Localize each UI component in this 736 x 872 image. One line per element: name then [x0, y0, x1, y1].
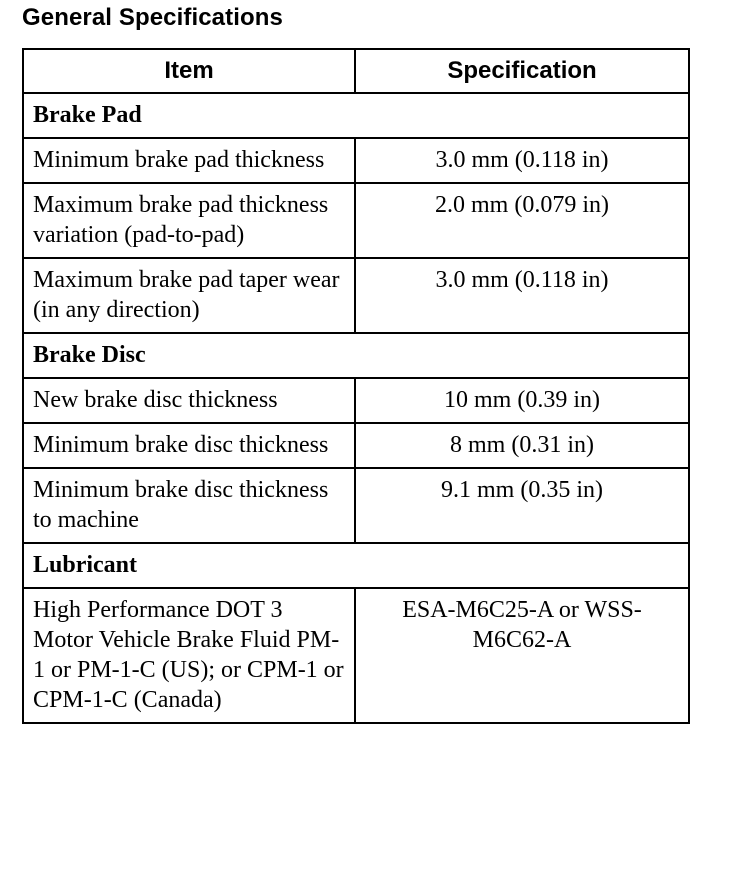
table-row: [23, 183, 689, 258]
item-cell: Minimum brake disc thickness: [23, 423, 355, 468]
section-row-lubricant: [23, 543, 689, 588]
column-header-item: Item: [23, 49, 355, 93]
section-heading: Brake Pad: [23, 93, 689, 138]
specification-cell: 2.0 mm (0.079 in): [355, 183, 689, 258]
specification-cell: 9.1 mm (0.35 in): [355, 468, 689, 543]
section-heading: Brake Disc: [23, 333, 689, 378]
specification-cell: 8 mm (0.31 in): [355, 423, 689, 468]
specifications-table: [22, 48, 690, 724]
table-row: [23, 468, 689, 543]
section-heading: Lubricant: [23, 543, 689, 588]
table-row: [23, 423, 689, 468]
item-cell: High Performance DOT 3 Motor Vehicle Brake Fluid PM-1 or PM-1-C (US); or CPM-1 or CPM-1-C (Canada): [23, 588, 355, 723]
specification-cell: 3.0 mm (0.118 in): [355, 138, 689, 183]
section-row-brake-pad: [23, 93, 689, 138]
column-header-specification: Specification: [355, 49, 689, 93]
table-header-row: [23, 49, 689, 93]
specification-cell: 3.0 mm (0.118 in): [355, 258, 689, 333]
table-row: [23, 378, 689, 423]
item-cell: Maximum brake pad thickness variation (pad-to-pad): [23, 183, 355, 258]
section-row-brake-disc: [23, 333, 689, 378]
specification-cell: 10 mm (0.39 in): [355, 378, 689, 423]
item-cell: New brake disc thickness: [23, 378, 355, 423]
specification-cell: ESA-M6C25-A or WSS-M6C62-A: [355, 588, 689, 723]
item-cell: Maximum brake pad taper wear (in any direction): [23, 258, 355, 333]
table-row: [23, 588, 689, 723]
item-cell: Minimum brake pad thickness: [23, 138, 355, 183]
item-cell: Minimum brake disc thickness to machine: [23, 468, 355, 543]
table-row: [23, 258, 689, 333]
page-title: General Specifications: [22, 4, 283, 31]
table-row: [23, 138, 689, 183]
